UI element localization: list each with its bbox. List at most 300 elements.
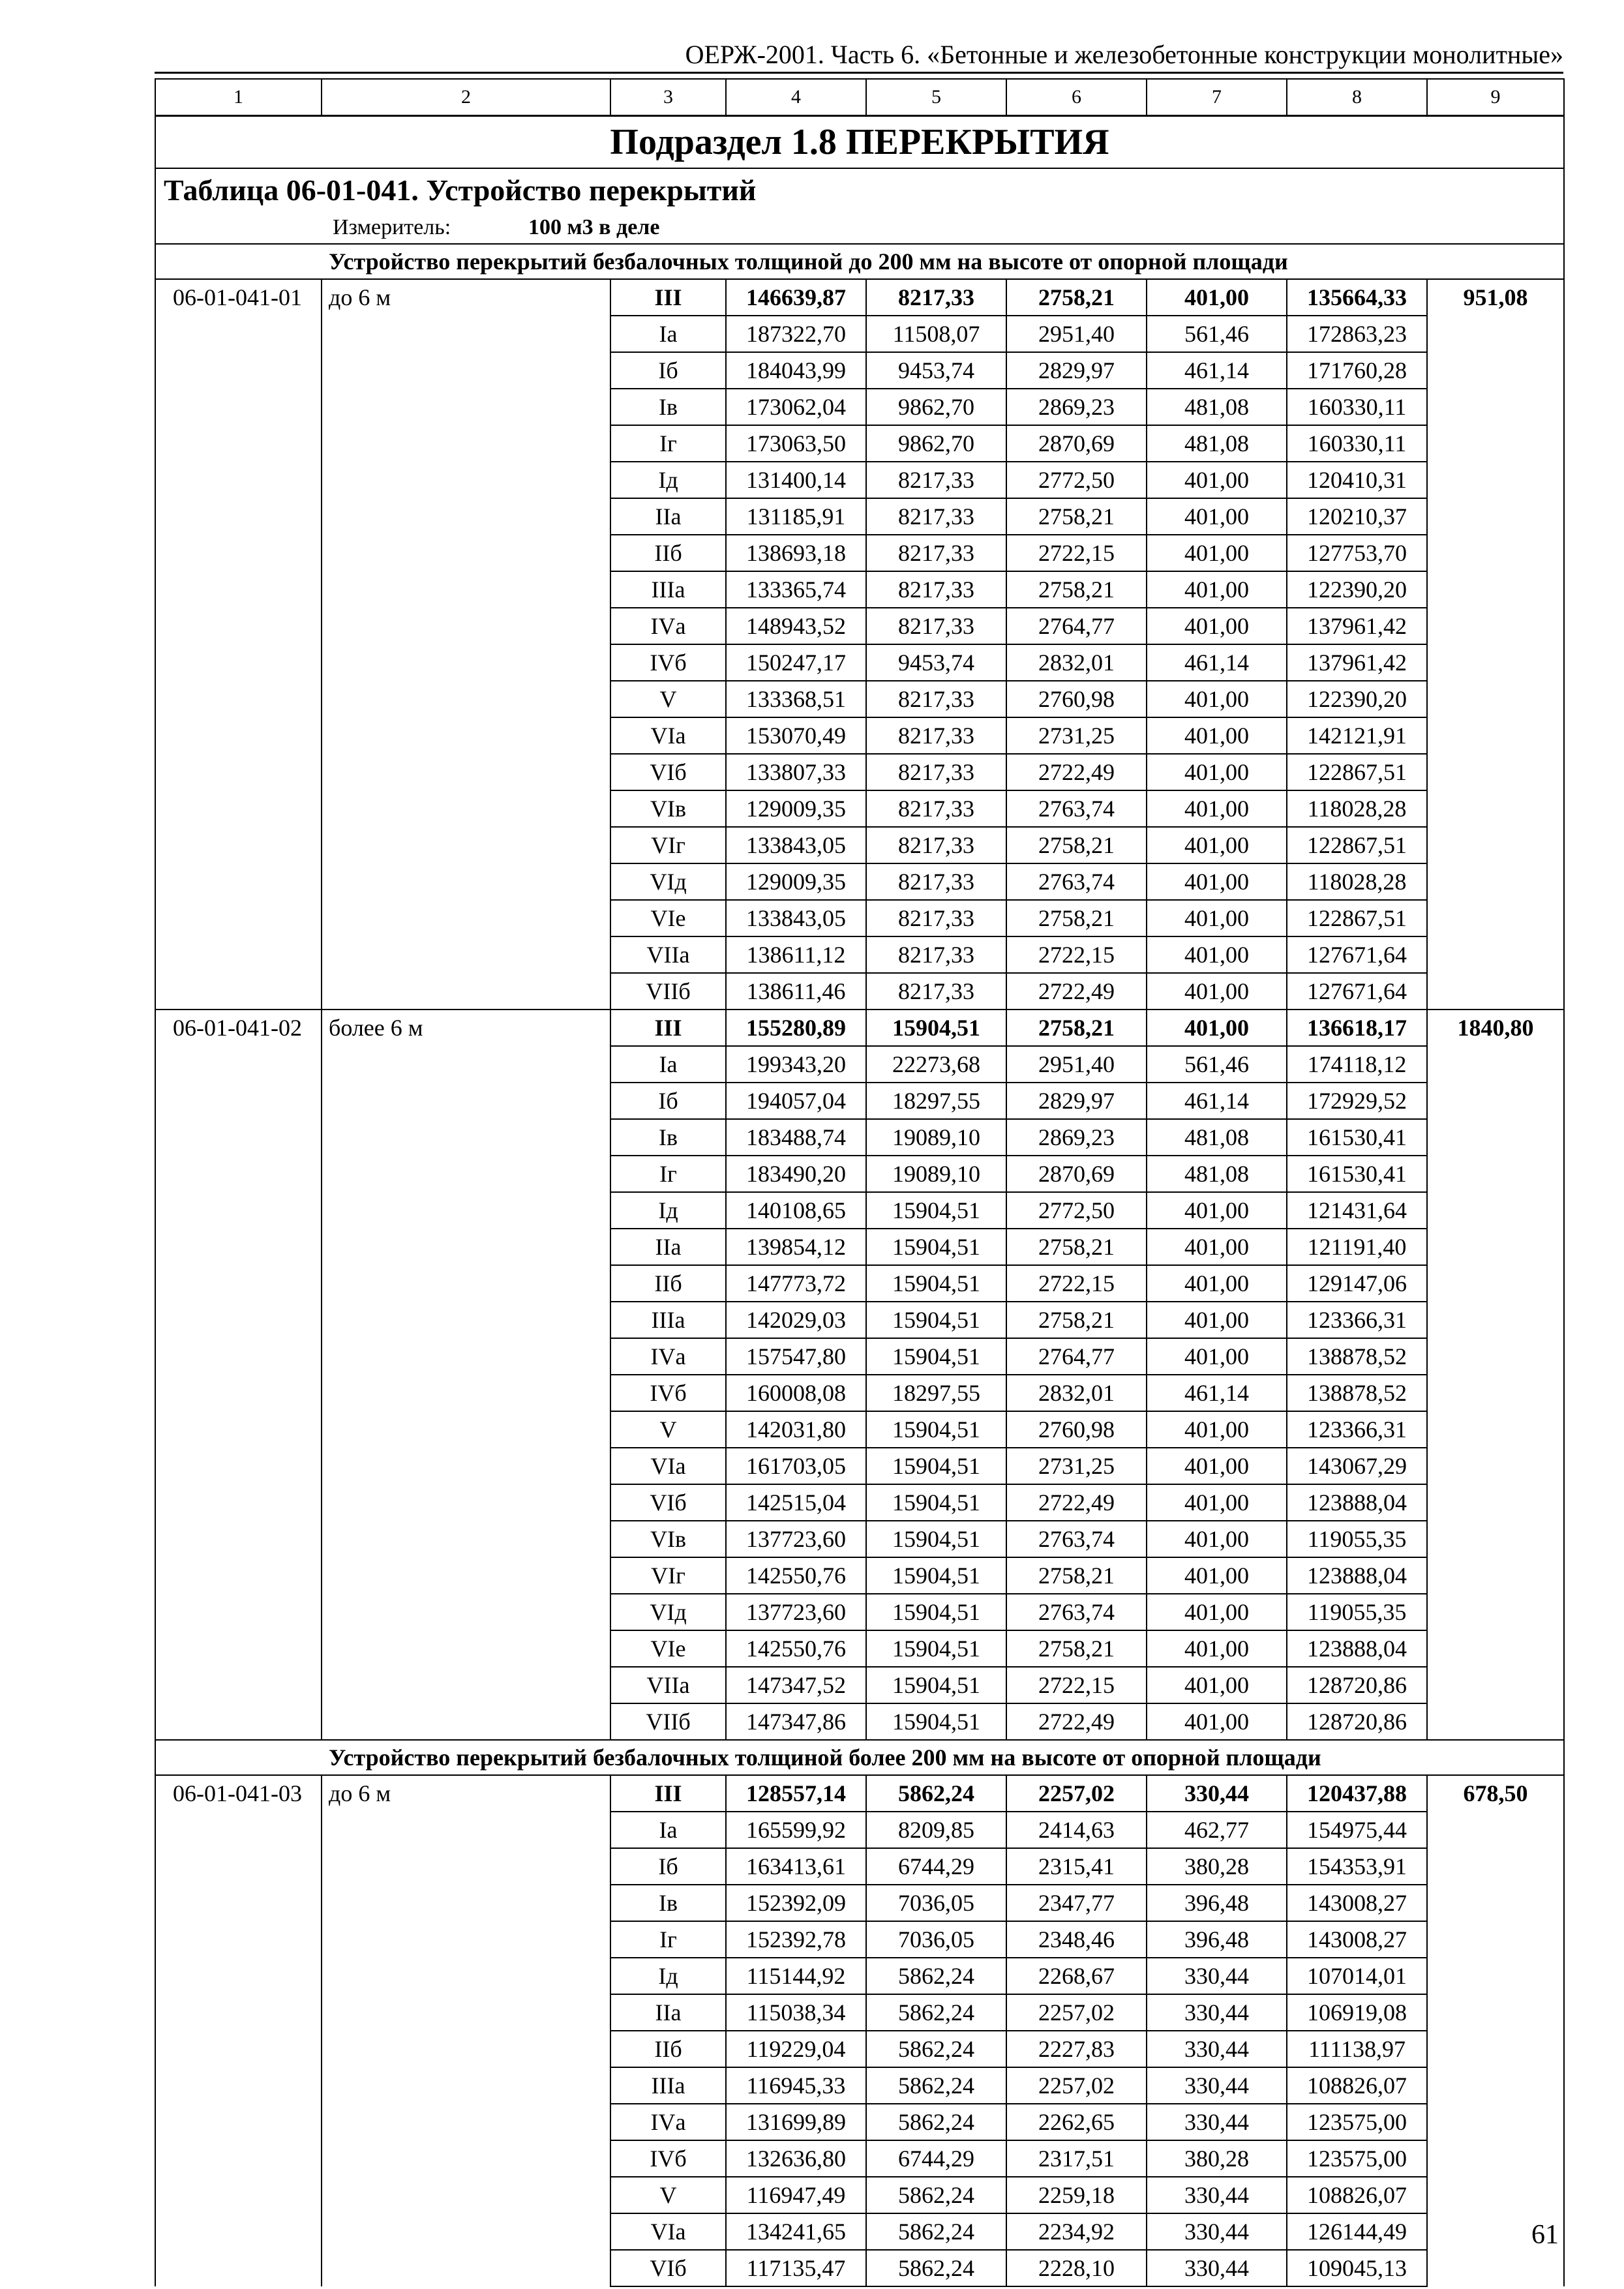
machinist-wage-cell: 330,44: [1147, 2250, 1287, 2286]
machine-cost-cell: 2731,25: [1006, 1448, 1147, 1484]
machine-cost-cell: 2869,23: [1006, 1119, 1147, 1156]
labor-cost-cell: 8217,33: [866, 681, 1006, 717]
machinist-wage-cell: 401,00: [1147, 973, 1287, 1010]
labor-cost-cell: 15904,51: [866, 1338, 1006, 1375]
region-cell: VIIа: [610, 936, 726, 973]
machinist-wage-cell: 380,28: [1147, 1848, 1287, 1885]
machinist-wage-cell: 401,00: [1147, 571, 1287, 608]
measure-cell: [155, 212, 1564, 244]
total-cost-cell: 131699,89: [726, 2104, 866, 2140]
region-cell: Iб: [610, 1848, 726, 1885]
col-number: 3: [610, 79, 726, 116]
machinist-wage-cell: 401,00: [1147, 1703, 1287, 1740]
machine-cost-cell: 2315,41: [1006, 1848, 1147, 1885]
machinist-wage-cell: 330,44: [1147, 2104, 1287, 2140]
total-cost-cell: 138693,18: [726, 535, 866, 571]
materials-cost-cell: 127753,70: [1287, 535, 1427, 571]
total-cost-cell: 137723,60: [726, 1521, 866, 1557]
total-cost-cell: 128557,14: [726, 1775, 866, 1812]
labor-cost-cell: 8217,33: [866, 608, 1006, 644]
machinist-wage-cell: 401,00: [1147, 1484, 1287, 1521]
region-cell: IIб: [610, 2031, 726, 2067]
machinist-wage-cell: 401,00: [1147, 900, 1287, 936]
labor-cost-cell: 18297,55: [866, 1083, 1006, 1119]
machine-cost-cell: 2760,98: [1006, 1411, 1147, 1448]
labor-cost-cell: 15904,51: [866, 1448, 1006, 1484]
total-cost-cell: 165599,92: [726, 1812, 866, 1848]
materials-cost-cell: 123888,04: [1287, 1484, 1427, 1521]
materials-cost-cell: 154353,91: [1287, 1848, 1427, 1885]
materials-cost-cell: 120437,88: [1287, 1775, 1427, 1812]
machine-cost-cell: 2758,21: [1006, 900, 1147, 936]
machine-cost-cell: 2832,01: [1006, 644, 1147, 681]
region-cell: Iа: [610, 1046, 726, 1083]
region-cell: IVб: [610, 1375, 726, 1411]
machine-cost-cell: 2257,02: [1006, 2067, 1147, 2104]
region-cell: IVа: [610, 608, 726, 644]
region-cell: IIа: [610, 1229, 726, 1265]
labor-cost-cell: 8209,85: [866, 1812, 1006, 1848]
materials-cost-cell: 123575,00: [1287, 2104, 1427, 2140]
materials-cost-cell: 108826,07: [1287, 2067, 1427, 2104]
machinist-wage-cell: 396,48: [1147, 1921, 1287, 1958]
section-2-row: [155, 1740, 1564, 1775]
machine-cost-cell: 2951,40: [1006, 1046, 1147, 1083]
labor-cost-cell: 15904,51: [866, 1557, 1006, 1594]
materials-cost-cell: 122867,51: [1287, 827, 1427, 863]
labor-cost-cell: 15904,51: [866, 1484, 1006, 1521]
table-body: [155, 79, 1564, 2286]
materials-cost-cell: 137961,42: [1287, 644, 1427, 681]
labor-hours-cell: 1840,80: [1427, 1010, 1564, 1740]
machinist-wage-cell: 401,00: [1147, 1667, 1287, 1703]
labor-cost-cell: 15904,51: [866, 1229, 1006, 1265]
total-cost-cell: 133843,05: [726, 827, 866, 863]
machine-cost-cell: 2760,98: [1006, 681, 1147, 717]
machine-cost-cell: 2758,21: [1006, 279, 1147, 316]
machinist-wage-cell: 401,00: [1147, 1302, 1287, 1338]
region-cell: Iб: [610, 1083, 726, 1119]
materials-cost-cell: 128720,86: [1287, 1667, 1427, 1703]
machine-cost-cell: 2722,15: [1006, 936, 1147, 973]
section-title: Устройство перекрытий безбалочных толщиной более 200 мм на высоте от опорной площади: [155, 1740, 1564, 1775]
col-number: 6: [1006, 79, 1147, 116]
machine-cost-cell: 2772,50: [1006, 1192, 1147, 1229]
table-title-row: [155, 168, 1564, 212]
machinist-wage-cell: 401,00: [1147, 936, 1287, 973]
total-cost-cell: 116947,49: [726, 2177, 866, 2213]
labor-cost-cell: 8217,33: [866, 827, 1006, 863]
machine-cost-cell: 2758,21: [1006, 827, 1147, 863]
total-cost-cell: 132636,80: [726, 2140, 866, 2177]
machine-cost-cell: 2758,21: [1006, 1302, 1147, 1338]
materials-cost-cell: 143008,27: [1287, 1921, 1427, 1958]
labor-cost-cell: 7036,05: [866, 1885, 1006, 1921]
region-cell: Iв: [610, 1885, 726, 1921]
work-name: более 6 м: [322, 1010, 610, 1740]
col-number: 1: [155, 79, 322, 116]
materials-cost-cell: 120410,31: [1287, 462, 1427, 498]
col-number: 4: [726, 79, 866, 116]
materials-cost-cell: 129147,06: [1287, 1265, 1427, 1302]
rate-code: 06-01-041-01: [155, 279, 322, 1010]
labor-cost-cell: 11508,07: [866, 316, 1006, 352]
labor-hours-cell: 951,08: [1427, 279, 1564, 1010]
total-cost-cell: 133843,05: [726, 900, 866, 936]
labor-cost-cell: 8217,33: [866, 535, 1006, 571]
total-cost-cell: 133368,51: [726, 681, 866, 717]
total-cost-cell: 134241,65: [726, 2213, 866, 2250]
machine-cost-cell: 2722,15: [1006, 1265, 1147, 1302]
labor-cost-cell: 15904,51: [866, 1594, 1006, 1630]
subsection-row: [155, 116, 1564, 169]
col-number: 8: [1287, 79, 1427, 116]
machinist-wage-cell: 401,00: [1147, 462, 1287, 498]
machine-cost-cell: 2758,21: [1006, 1557, 1147, 1594]
col-number: 7: [1147, 79, 1287, 116]
total-cost-cell: 142029,03: [726, 1302, 866, 1338]
region-cell: IIIа: [610, 1302, 726, 1338]
region-cell: VIа: [610, 717, 726, 754]
labor-cost-cell: 9862,70: [866, 425, 1006, 462]
materials-cost-cell: 121191,40: [1287, 1229, 1427, 1265]
region-cell: VIе: [610, 900, 726, 936]
region-cell: VIIб: [610, 1703, 726, 1740]
machine-cost-cell: 2758,21: [1006, 498, 1147, 535]
machine-cost-cell: 2731,25: [1006, 717, 1147, 754]
total-cost-cell: 147773,72: [726, 1265, 866, 1302]
machinist-wage-cell: 462,77: [1147, 1812, 1287, 1848]
materials-cost-cell: 136618,17: [1287, 1010, 1427, 1046]
materials-cost-cell: 122867,51: [1287, 754, 1427, 790]
machinist-wage-cell: 401,00: [1147, 535, 1287, 571]
labor-cost-cell: 8217,33: [866, 462, 1006, 498]
machinist-wage-cell: 481,08: [1147, 389, 1287, 425]
machinist-wage-cell: 401,00: [1147, 1521, 1287, 1557]
labor-cost-cell: 7036,05: [866, 1921, 1006, 1958]
materials-cost-cell: 123575,00: [1287, 2140, 1427, 2177]
machine-cost-cell: 2348,46: [1006, 1921, 1147, 1958]
machinist-wage-cell: 401,00: [1147, 279, 1287, 316]
total-cost-cell: 148943,52: [726, 608, 866, 644]
machine-cost-cell: 2722,15: [1006, 1667, 1147, 1703]
region-cell: VIв: [610, 790, 726, 827]
materials-cost-cell: 174118,12: [1287, 1046, 1427, 1083]
materials-cost-cell: 109045,13: [1287, 2250, 1427, 2286]
materials-cost-cell: 121431,64: [1287, 1192, 1427, 1229]
region-cell: VIб: [610, 1484, 726, 1521]
machinist-wage-cell: 401,00: [1147, 1265, 1287, 1302]
materials-cost-cell: 108826,07: [1287, 2177, 1427, 2213]
region-cell: III: [610, 1010, 726, 1046]
region-cell: VIд: [610, 1594, 726, 1630]
labor-cost-cell: 5862,24: [866, 2250, 1006, 2286]
labor-cost-cell: 22273,68: [866, 1046, 1006, 1083]
machine-cost-cell: 2870,69: [1006, 1156, 1147, 1192]
machinist-wage-cell: 401,00: [1147, 1192, 1287, 1229]
labor-cost-cell: 15904,51: [866, 1630, 1006, 1667]
machine-cost-cell: 2832,01: [1006, 1375, 1147, 1411]
region-cell: Iа: [610, 316, 726, 352]
labor-hours-cell: 678,50: [1427, 1775, 1564, 2286]
machine-cost-cell: 2722,49: [1006, 1703, 1147, 1740]
materials-cost-cell: 119055,35: [1287, 1521, 1427, 1557]
labor-cost-cell: 15904,51: [866, 1192, 1006, 1229]
col-number: 5: [866, 79, 1006, 116]
column-number-row: [155, 79, 1564, 116]
materials-cost-cell: 122390,20: [1287, 571, 1427, 608]
machine-cost-cell: 2259,18: [1006, 2177, 1147, 2213]
machinist-wage-cell: 330,44: [1147, 1994, 1287, 2031]
region-cell: IVб: [610, 644, 726, 681]
machinist-wage-cell: 481,08: [1147, 425, 1287, 462]
labor-cost-cell: 8217,33: [866, 279, 1006, 316]
total-cost-cell: 152392,78: [726, 1921, 866, 1958]
materials-cost-cell: 118028,28: [1287, 790, 1427, 827]
materials-cost-cell: 122867,51: [1287, 900, 1427, 936]
materials-cost-cell: 123888,04: [1287, 1630, 1427, 1667]
materials-cost-cell: 135664,33: [1287, 279, 1427, 316]
machine-cost-cell: 2758,21: [1006, 1630, 1147, 1667]
machine-cost-cell: 2722,49: [1006, 754, 1147, 790]
table-title: Таблица 06-01-041. Устройство перекрытий: [155, 168, 1564, 212]
materials-cost-cell: 123366,31: [1287, 1302, 1427, 1338]
labor-cost-cell: 8217,33: [866, 717, 1006, 754]
machinist-wage-cell: 401,00: [1147, 1229, 1287, 1265]
machine-cost-cell: 2227,83: [1006, 2031, 1147, 2067]
total-cost-cell: 155280,89: [726, 1010, 866, 1046]
total-cost-cell: 199343,20: [726, 1046, 866, 1083]
total-cost-cell: 131185,91: [726, 498, 866, 535]
region-cell: Iд: [610, 1958, 726, 1994]
materials-cost-cell: 143067,29: [1287, 1448, 1427, 1484]
machinist-wage-cell: 561,46: [1147, 316, 1287, 352]
machinist-wage-cell: 561,46: [1147, 1046, 1287, 1083]
region-cell: Iг: [610, 425, 726, 462]
labor-cost-cell: 5862,24: [866, 1994, 1006, 2031]
total-cost-cell: 133365,74: [726, 571, 866, 608]
machine-cost-cell: 2870,69: [1006, 425, 1147, 462]
labor-cost-cell: 9453,74: [866, 352, 1006, 389]
machine-cost-cell: 2758,21: [1006, 1229, 1147, 1265]
labor-cost-cell: 8217,33: [866, 863, 1006, 900]
region-cell: IIб: [610, 535, 726, 571]
materials-cost-cell: 143008,27: [1287, 1885, 1427, 1921]
region-cell: V: [610, 1411, 726, 1448]
subsection-title: Подраздел 1.8 ПЕРЕКРЫТИЯ: [155, 116, 1564, 169]
labor-cost-cell: 5862,24: [866, 2177, 1006, 2213]
machine-cost-cell: 2869,23: [1006, 389, 1147, 425]
machine-cost-cell: 2758,21: [1006, 1010, 1147, 1046]
machinist-wage-cell: 461,14: [1147, 352, 1287, 389]
region-cell: IIа: [610, 1994, 726, 2031]
region-cell: V: [610, 2177, 726, 2213]
machine-cost-cell: 2951,40: [1006, 316, 1147, 352]
section-1-row: [155, 244, 1564, 279]
labor-cost-cell: 5862,24: [866, 2031, 1006, 2067]
total-cost-cell: 131400,14: [726, 462, 866, 498]
materials-cost-cell: 126144,49: [1287, 2213, 1427, 2250]
total-cost-cell: 129009,35: [726, 790, 866, 827]
machine-cost-cell: 2763,74: [1006, 1521, 1147, 1557]
total-cost-cell: 183488,74: [726, 1119, 866, 1156]
table-row: [155, 1775, 1564, 1812]
total-cost-cell: 184043,99: [726, 352, 866, 389]
region-cell: IIб: [610, 1265, 726, 1302]
machine-cost-cell: 2257,02: [1006, 1775, 1147, 1812]
materials-cost-cell: 123888,04: [1287, 1557, 1427, 1594]
machinist-wage-cell: 461,14: [1147, 644, 1287, 681]
region-cell: VIIа: [610, 1667, 726, 1703]
region-cell: Iд: [610, 1192, 726, 1229]
work-name: до 6 м: [322, 279, 610, 1010]
machine-cost-cell: 2234,92: [1006, 2213, 1147, 2250]
labor-cost-cell: 8217,33: [866, 973, 1006, 1010]
rate-code: 06-01-041-03: [155, 1775, 322, 2286]
machinist-wage-cell: 401,00: [1147, 1630, 1287, 1667]
region-cell: IIIа: [610, 571, 726, 608]
total-cost-cell: 137723,60: [726, 1594, 866, 1630]
labor-cost-cell: 5862,24: [866, 2067, 1006, 2104]
labor-cost-cell: 19089,10: [866, 1156, 1006, 1192]
total-cost-cell: 138611,12: [726, 936, 866, 973]
page-number: 61: [1531, 2220, 1559, 2250]
labor-cost-cell: 8217,33: [866, 498, 1006, 535]
total-cost-cell: 183490,20: [726, 1156, 866, 1192]
machinist-wage-cell: 401,00: [1147, 1448, 1287, 1484]
machine-cost-cell: 2829,97: [1006, 352, 1147, 389]
labor-cost-cell: 6744,29: [866, 2140, 1006, 2177]
machine-cost-cell: 2758,21: [1006, 571, 1147, 608]
total-cost-cell: 139854,12: [726, 1229, 866, 1265]
total-cost-cell: 147347,86: [726, 1703, 866, 1740]
machine-cost-cell: 2414,63: [1006, 1812, 1147, 1848]
machine-cost-cell: 2347,77: [1006, 1885, 1147, 1921]
labor-cost-cell: 15904,51: [866, 1411, 1006, 1448]
labor-cost-cell: 8217,33: [866, 936, 1006, 973]
region-cell: IVб: [610, 2140, 726, 2177]
region-cell: IIIа: [610, 2067, 726, 2104]
machinist-wage-cell: 461,14: [1147, 1375, 1287, 1411]
total-cost-cell: 116945,33: [726, 2067, 866, 2104]
machinist-wage-cell: 401,00: [1147, 608, 1287, 644]
materials-cost-cell: 138878,52: [1287, 1338, 1427, 1375]
machinist-wage-cell: 461,14: [1147, 1083, 1287, 1119]
region-cell: IIа: [610, 498, 726, 535]
labor-cost-cell: 8217,33: [866, 571, 1006, 608]
machinist-wage-cell: 380,28: [1147, 2140, 1287, 2177]
page-header: ОЕРЖ-2001. Часть 6. «Бетонные и железобетонные конструкции монолитные»: [685, 40, 1563, 69]
labor-cost-cell: 19089,10: [866, 1119, 1006, 1156]
machinist-wage-cell: 401,00: [1147, 827, 1287, 863]
machinist-wage-cell: 401,00: [1147, 1010, 1287, 1046]
total-cost-cell: 142550,76: [726, 1557, 866, 1594]
machine-cost-cell: 2268,67: [1006, 1958, 1147, 1994]
machinist-wage-cell: 330,44: [1147, 2067, 1287, 2104]
region-cell: V: [610, 681, 726, 717]
total-cost-cell: 187322,70: [726, 316, 866, 352]
labor-cost-cell: 15904,51: [866, 1521, 1006, 1557]
region-cell: IVа: [610, 2104, 726, 2140]
labor-cost-cell: 15904,51: [866, 1667, 1006, 1703]
machinist-wage-cell: 401,00: [1147, 1557, 1287, 1594]
total-cost-cell: 129009,35: [726, 863, 866, 900]
section-title: Устройство перекрытий безбалочных толщиной до 200 мм на высоте от опорной площади: [155, 244, 1564, 279]
total-cost-cell: 153070,49: [726, 717, 866, 754]
region-cell: VIа: [610, 1448, 726, 1484]
machinist-wage-cell: 401,00: [1147, 1338, 1287, 1375]
materials-cost-cell: 137961,42: [1287, 608, 1427, 644]
total-cost-cell: 119229,04: [726, 2031, 866, 2067]
region-cell: VIд: [610, 863, 726, 900]
total-cost-cell: 194057,04: [726, 1083, 866, 1119]
machinist-wage-cell: 401,00: [1147, 863, 1287, 900]
total-cost-cell: 173063,50: [726, 425, 866, 462]
labor-cost-cell: 6744,29: [866, 1848, 1006, 1885]
labor-cost-cell: 5862,24: [866, 2104, 1006, 2140]
machine-cost-cell: 2772,50: [1006, 462, 1147, 498]
materials-cost-cell: 107014,01: [1287, 1958, 1427, 1994]
col-number: 2: [322, 79, 610, 116]
total-cost-cell: 147347,52: [726, 1667, 866, 1703]
materials-cost-cell: 138878,52: [1287, 1375, 1427, 1411]
machinist-wage-cell: 481,08: [1147, 1119, 1287, 1156]
region-cell: Iв: [610, 1119, 726, 1156]
materials-cost-cell: 128720,86: [1287, 1703, 1427, 1740]
labor-cost-cell: 5862,24: [866, 2213, 1006, 2250]
machine-cost-cell: 2262,65: [1006, 2104, 1147, 2140]
machinist-wage-cell: 330,44: [1147, 2213, 1287, 2250]
labor-cost-cell: 9453,74: [866, 644, 1006, 681]
machinist-wage-cell: 401,00: [1147, 754, 1287, 790]
total-cost-cell: 133807,33: [726, 754, 866, 790]
region-cell: VIе: [610, 1630, 726, 1667]
materials-cost-cell: 160330,11: [1287, 425, 1427, 462]
region-cell: Iд: [610, 462, 726, 498]
total-cost-cell: 117135,47: [726, 2250, 866, 2286]
labor-cost-cell: 15904,51: [866, 1010, 1006, 1046]
total-cost-cell: 161703,05: [726, 1448, 866, 1484]
materials-cost-cell: 122390,20: [1287, 681, 1427, 717]
total-cost-cell: 142515,04: [726, 1484, 866, 1521]
col-number: 9: [1427, 79, 1564, 116]
materials-cost-cell: 120210,37: [1287, 498, 1427, 535]
total-cost-cell: 173062,04: [726, 389, 866, 425]
total-cost-cell: 160008,08: [726, 1375, 866, 1411]
region-cell: Iг: [610, 1921, 726, 1958]
materials-cost-cell: 161530,41: [1287, 1119, 1427, 1156]
table-row: [155, 279, 1564, 316]
region-cell: VIг: [610, 1557, 726, 1594]
region-cell: VIб: [610, 754, 726, 790]
machine-cost-cell: 2722,49: [1006, 1484, 1147, 1521]
labor-cost-cell: 8217,33: [866, 790, 1006, 827]
materials-cost-cell: 172863,23: [1287, 316, 1427, 352]
machinist-wage-cell: 330,44: [1147, 2031, 1287, 2067]
machine-cost-cell: 2317,51: [1006, 2140, 1147, 2177]
machine-cost-cell: 2722,15: [1006, 535, 1147, 571]
machine-cost-cell: 2257,02: [1006, 1994, 1147, 2031]
materials-cost-cell: 172929,52: [1287, 1083, 1427, 1119]
total-cost-cell: 115144,92: [726, 1958, 866, 1994]
table-row: [155, 1010, 1564, 1046]
total-cost-cell: 115038,34: [726, 1994, 866, 2031]
labor-cost-cell: 8217,33: [866, 754, 1006, 790]
machine-cost-cell: 2763,74: [1006, 790, 1147, 827]
machinist-wage-cell: 481,08: [1147, 1156, 1287, 1192]
total-cost-cell: 140108,65: [726, 1192, 866, 1229]
region-cell: VIв: [610, 1521, 726, 1557]
